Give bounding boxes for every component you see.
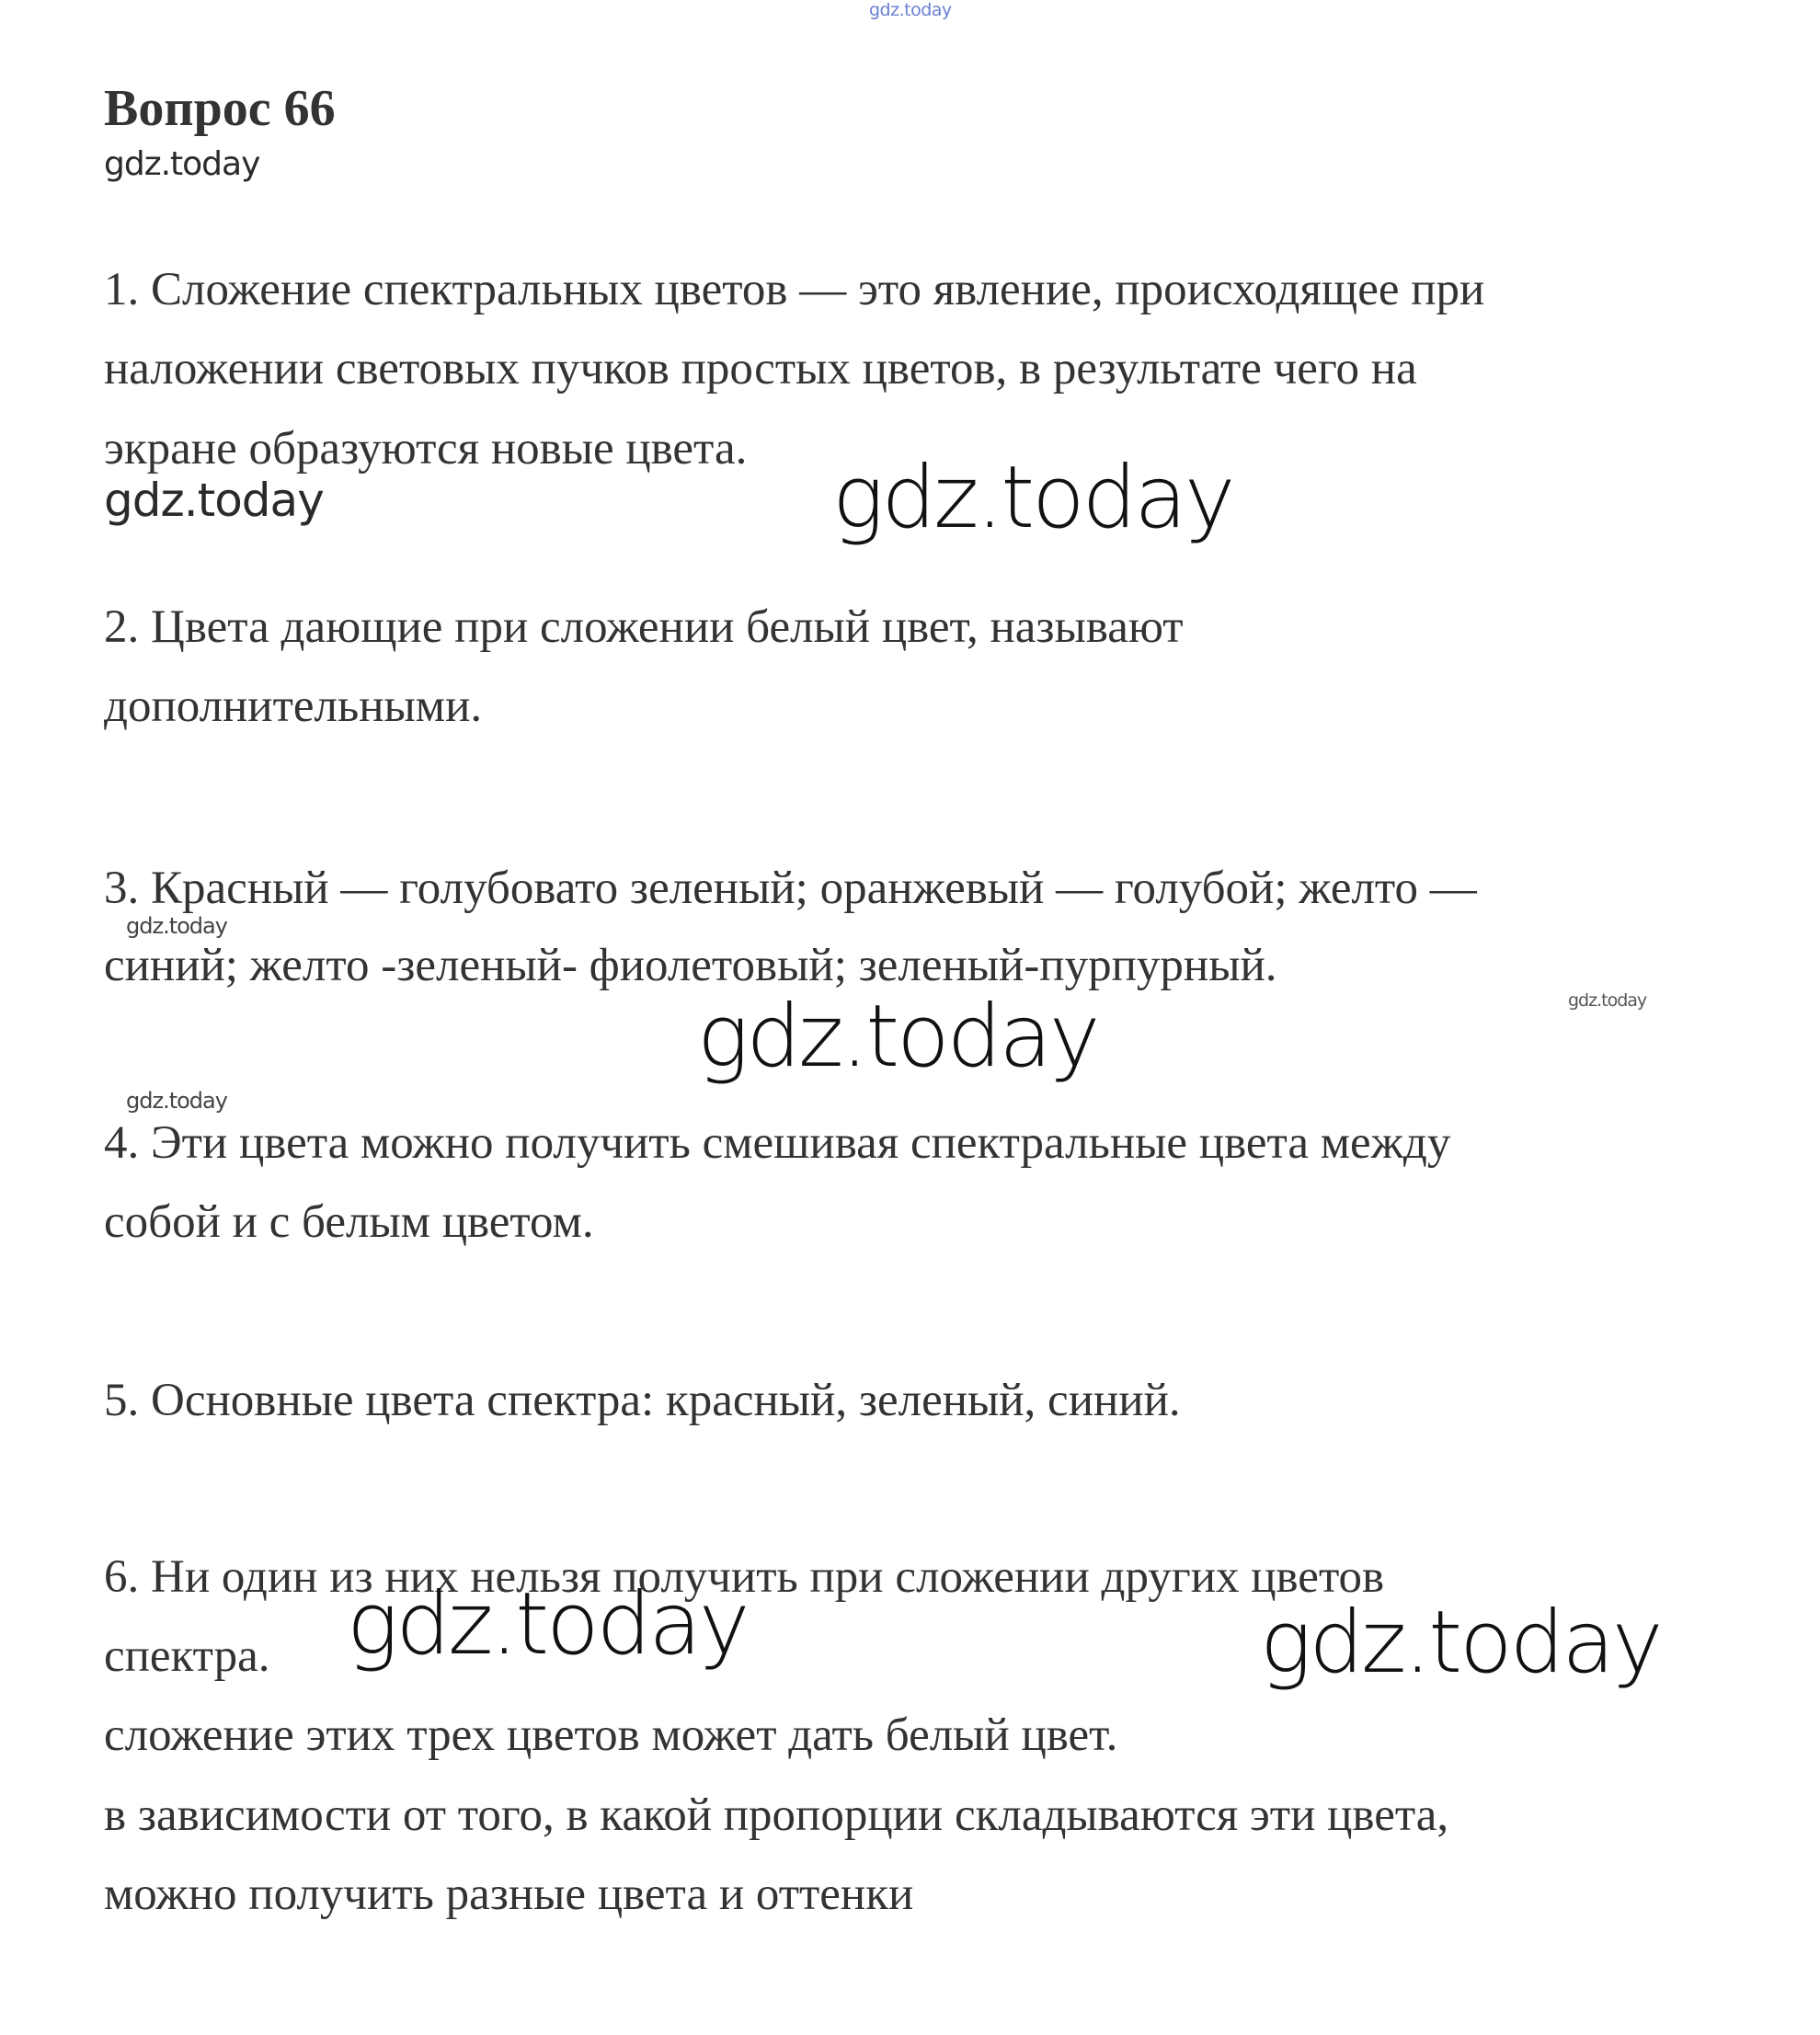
- watermark: gdz.today: [104, 474, 324, 527]
- watermark: gdz.today: [1260, 1593, 1661, 1693]
- text-line: 1. Сложение спектральных цветов — это явление, происходящее при: [104, 264, 1485, 315]
- watermark: gdz.today: [1568, 990, 1647, 1011]
- text-line: экране образуются новые цвета.: [104, 423, 748, 474]
- text-line: наложении световых пучков простых цветов, в результате чего на: [104, 343, 1417, 394]
- text-line: в зависимости от того, в какой пропорции складываются эти цвета,: [104, 1789, 1449, 1841]
- watermark-top: gdz.today: [869, 0, 952, 20]
- text-line: сложение этих трех цветов может дать белый цвет.: [104, 1709, 1118, 1761]
- text-line: 3. Красный — голубовато зеленый; оранжевый — голубой; желто —: [104, 863, 1477, 914]
- watermark: gdz.today: [126, 1088, 227, 1114]
- page-title: Вопрос 66: [104, 80, 336, 137]
- text-line: собой и с белым цветом.: [104, 1196, 594, 1248]
- watermark: gdz.today: [832, 448, 1233, 548]
- text-line: 2. Цвета дающие при сложении белый цвет, называют: [104, 601, 1184, 653]
- text-line: синий; желто -зеленый- фиолетовый; зеленый-пурпурный.: [104, 940, 1277, 991]
- watermark: gdz.today: [104, 145, 260, 183]
- watermark: gdz.today: [347, 1574, 748, 1675]
- text-line: 5. Основные цвета спектра: красный, зеленый, синий.: [104, 1375, 1181, 1426]
- text-line: можно получить разные цвета и оттенки: [104, 1869, 914, 1920]
- text-line: 4. Эти цвета можно получить смешивая спектральные цвета между: [104, 1117, 1451, 1169]
- text-line: 6. Ни один из них нельзя получить при сложении других цветов: [104, 1551, 1385, 1603]
- watermark: gdz.today: [126, 913, 227, 939]
- text-line: дополнительными.: [104, 680, 483, 732]
- watermark: gdz.today: [697, 987, 1098, 1087]
- text-line: спектра.: [104, 1630, 270, 1682]
